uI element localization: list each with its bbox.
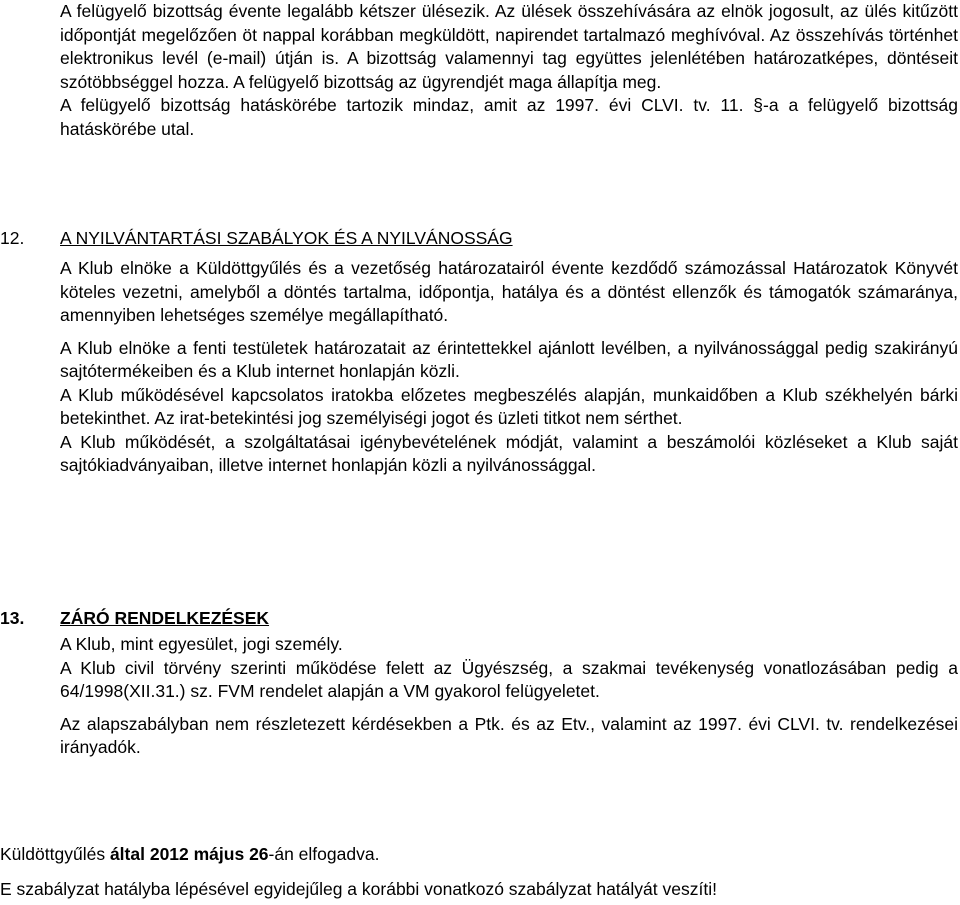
section-12-body [60,257,958,478]
top-section [60,0,958,141]
adoption-prefix: Küldöttgyűlés [0,844,106,864]
supervisory-board-competence-paragraph: A felügyelő bizottság hatáskörébe tartozik mindaz, amit az 1997. évi CLVI. tv. 11. §-a a felügyelő bizottság hatáskörébe utal. [60,95,958,139]
section-13-number: 13. [0,608,25,628]
section-12-paragraph: A Klub elnöke a fenti testületek határozatait az érintettekkel ajánlott levélben, a nyilvánossággal pedig szakirányú sajtótermékeiben és a Klub internet honlapján közli. [60,337,958,381]
section-12-paragraph: A Klub működését, a szolgáltatásai igénybevételének módját, valamint a beszámolói közléseket a Klub saját sajtókiadványaiban, illetve internet honlapján közli a nyilvánossággal. [60,431,958,475]
section-13-paragraph: Az alapszabályban nem részletezett kérdésekben a Ptk. és az Etv., valamint az 1997. évi CLVI. tv. rendelkezései irányadók. [60,713,958,757]
section-12-paragraph: A Klub működésével kapcsolatos iratokba előzetes megbeszélés alapján, munkaidőben a Klub székhelyén bárki betekinthet. Az irat-betekintési jog személyiségi jogot és üzleti titkot nem sérthet. [60,384,958,428]
section-13-body [60,633,958,760]
section-12-number: 12. [0,228,25,248]
adoption-date: által 2012 május 26 [109,844,269,864]
section-12-title: A NYILVÁNTARTÁSI SZABÁLYOK ÉS A NYILVÁNOSSÁG [60,228,513,248]
supervisory-board-meetings-paragraph: A felügyelő bizottság évente legalább kétszer ülésezik. Az ülések összehívására az elnök jogosult, az ülés kitűzött időpontját megelőzően öt nappal korábban megküldött, napirendet tartalmazó meghívóval. Az összehívás történhet elektronikus levél (e-mail) útján is. A bizottság valamennyi tag együttes jelenlétében határozatképes, döntéseit szótöbbséggel hozza. A felügyelő bizottság az ügyrendjét maga állapítja meg. [60,1,958,92]
adoption-line [0,842,960,866]
section-13-paragraph: A Klub civil törvény szerinti működése felett az Ügyészség, a szakmai tevékenység vonatlozásában pedig a 64/1998(XII.31.) sz. FVM rendelet alapján a VM gyakorol felügyeletet. [60,657,958,701]
repeal-notice: E szabályzat hatályba lépésével egyidejűleg a korábbi vonatkozó szabályzat hatályát veszíti! [0,879,717,899]
section-12-paragraph: A Klub elnöke a Küldöttgyűlés és a vezetőség határozatairól évente kezdődő számozással Határozatok Könyvét köteles vezetni, amelyből a döntés tartalma, időpontja, hatálya és a döntést ellenzők és támogatók számaránya, amennyiben lehetséges személye megállapítható. [60,258,958,325]
section-13-paragraph: A Klub, mint egyesület, jogi személy. [60,634,343,654]
adoption-suffix: -án elfogadva. [268,844,380,864]
section-13-title: ZÁRÓ RENDELKEZÉSEK [60,608,270,628]
